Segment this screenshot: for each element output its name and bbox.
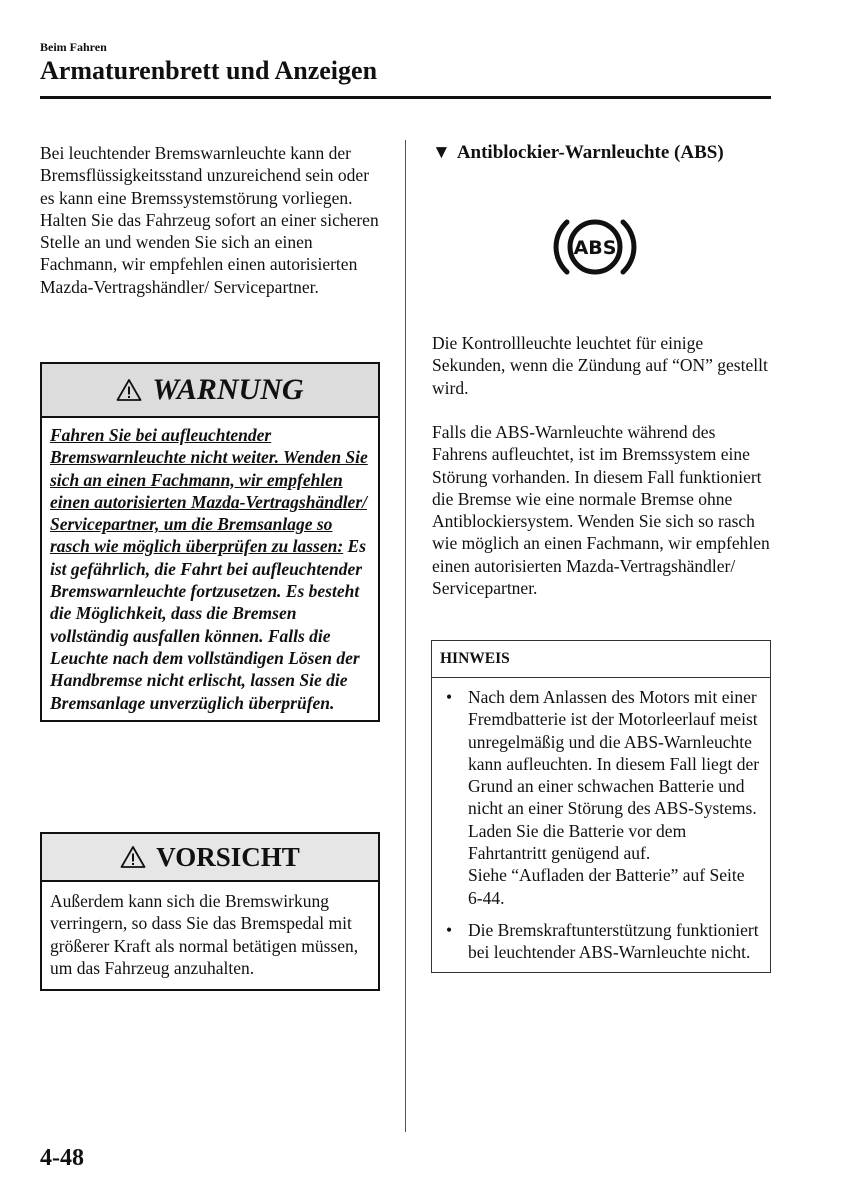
abs-paragraph-1: Die Kontrollleuchte leuchtet für einige Sekunden, wenn die Zündung auf “ON” gestellt wird. <box>432 333 768 398</box>
note-item <box>440 686 762 909</box>
warning-title: WARNUNG <box>152 373 304 406</box>
warning-text: Es ist gefährlich, die Fahrt bei aufleuchtender Bremswarnleuchte fortzusetzen. Es besteht die Möglichkeit, dass die Bremsen vollständig ausfallen können. Falls die Leuchte nach dem vollständigen Lösen der Handbremse nicht erlischt, lassen Sie die Bremsanlage unverzüglich überprüfen. <box>50 536 367 713</box>
caution-header <box>42 834 378 882</box>
caution-body: Außerdem kann sich die Bremswirkung verringern, so dass Sie das Bremspedal mit größerer Kraft als normal betätigen müssen, um das Fahrzeug anzuhalten. <box>50 891 359 978</box>
bullet-icon: • <box>446 919 453 940</box>
note-item <box>440 919 762 964</box>
caution-title: VORSICHT <box>156 841 300 872</box>
heading-marker: ▼ <box>432 142 451 163</box>
column-divider <box>405 140 406 1132</box>
title-rule <box>40 96 771 99</box>
abs-heading-text: Antiblockier-Warnleuchte (ABS) <box>456 142 724 163</box>
caution-box <box>40 832 380 991</box>
intro-paragraph: Bei leuchtender Bremswarnleuchte kann der Bremsflüssigkeitsstand unzureichend sein oder es kann eine Bremssystemstörung vorliegen. Halten Sie das Fahrzeug sofort an einer sicheren Stelle an und wenden Sie sich an einen Fachmann, wir empfehlen einen autorisierten Mazda-Vertragshändler/ Servicepartner. <box>40 143 379 297</box>
warning-body <box>42 418 378 720</box>
left-column <box>40 142 380 298</box>
note-item-text: Die Bremskraftunterstützung funktioniert bei leuchtender ABS-Warnleuchte nicht. <box>468 919 759 963</box>
section-label: Beim Fahren <box>40 40 107 54</box>
abs-icon-label: ABS <box>573 237 617 259</box>
page-title: Armaturenbrett und Anzeigen <box>40 56 378 85</box>
caution-triangle-icon <box>120 845 146 869</box>
note-title: HINWEIS <box>432 641 770 678</box>
warning-underlined-text: Fahren Sie bei aufleuchtender Bremswarnleuchte nicht weiter. Wenden Sie sich an einen Fachmann, wir empfehlen einen autorisierten Mazda-Vertragshändler/ Servicepartner, um die Bremsanlage so rasch wie möglich überprüfen zu lassen: <box>50 425 368 557</box>
note-item-text: Nach dem Anlassen des Motors mit einer Fremdbatterie ist der Motorleerlauf meist unregelmäßig und die ABS-Warnleuchte kann aufleuchten. In diesem Fall liegt der Grund an einer schwachen Batterie und nicht an einer Störung des ABS-Systems. Laden Sie die Batterie vor dem Fahrtantritt genügend auf. Siehe “Aufladen der Batterie” auf Seite 6-44. <box>468 687 760 908</box>
abs-section-heading <box>432 142 724 164</box>
warning-triangle-icon <box>116 378 142 402</box>
abs-paragraph-2: Falls die ABS-Warnleuchte während des Fahrens aufleuchtet, ist im Bremssystem eine Störung vorhanden. In diesem Fall funktioniert die Bremse wie eine normale Bremse ohne Antiblockiersystem. Wenden Sie sich so rasch wie möglich an einen Fachmann, wir empfehlen einen autorisierten Mazda-Vertragshändler/ Servicepartner. <box>432 422 770 599</box>
note-body <box>432 678 770 972</box>
abs-warning-icon <box>545 208 645 286</box>
warning-box <box>40 362 380 722</box>
page-number: 4-48 <box>40 1145 84 1171</box>
warning-header <box>42 364 378 418</box>
note-box <box>431 640 771 973</box>
bullet-icon: • <box>446 687 453 707</box>
